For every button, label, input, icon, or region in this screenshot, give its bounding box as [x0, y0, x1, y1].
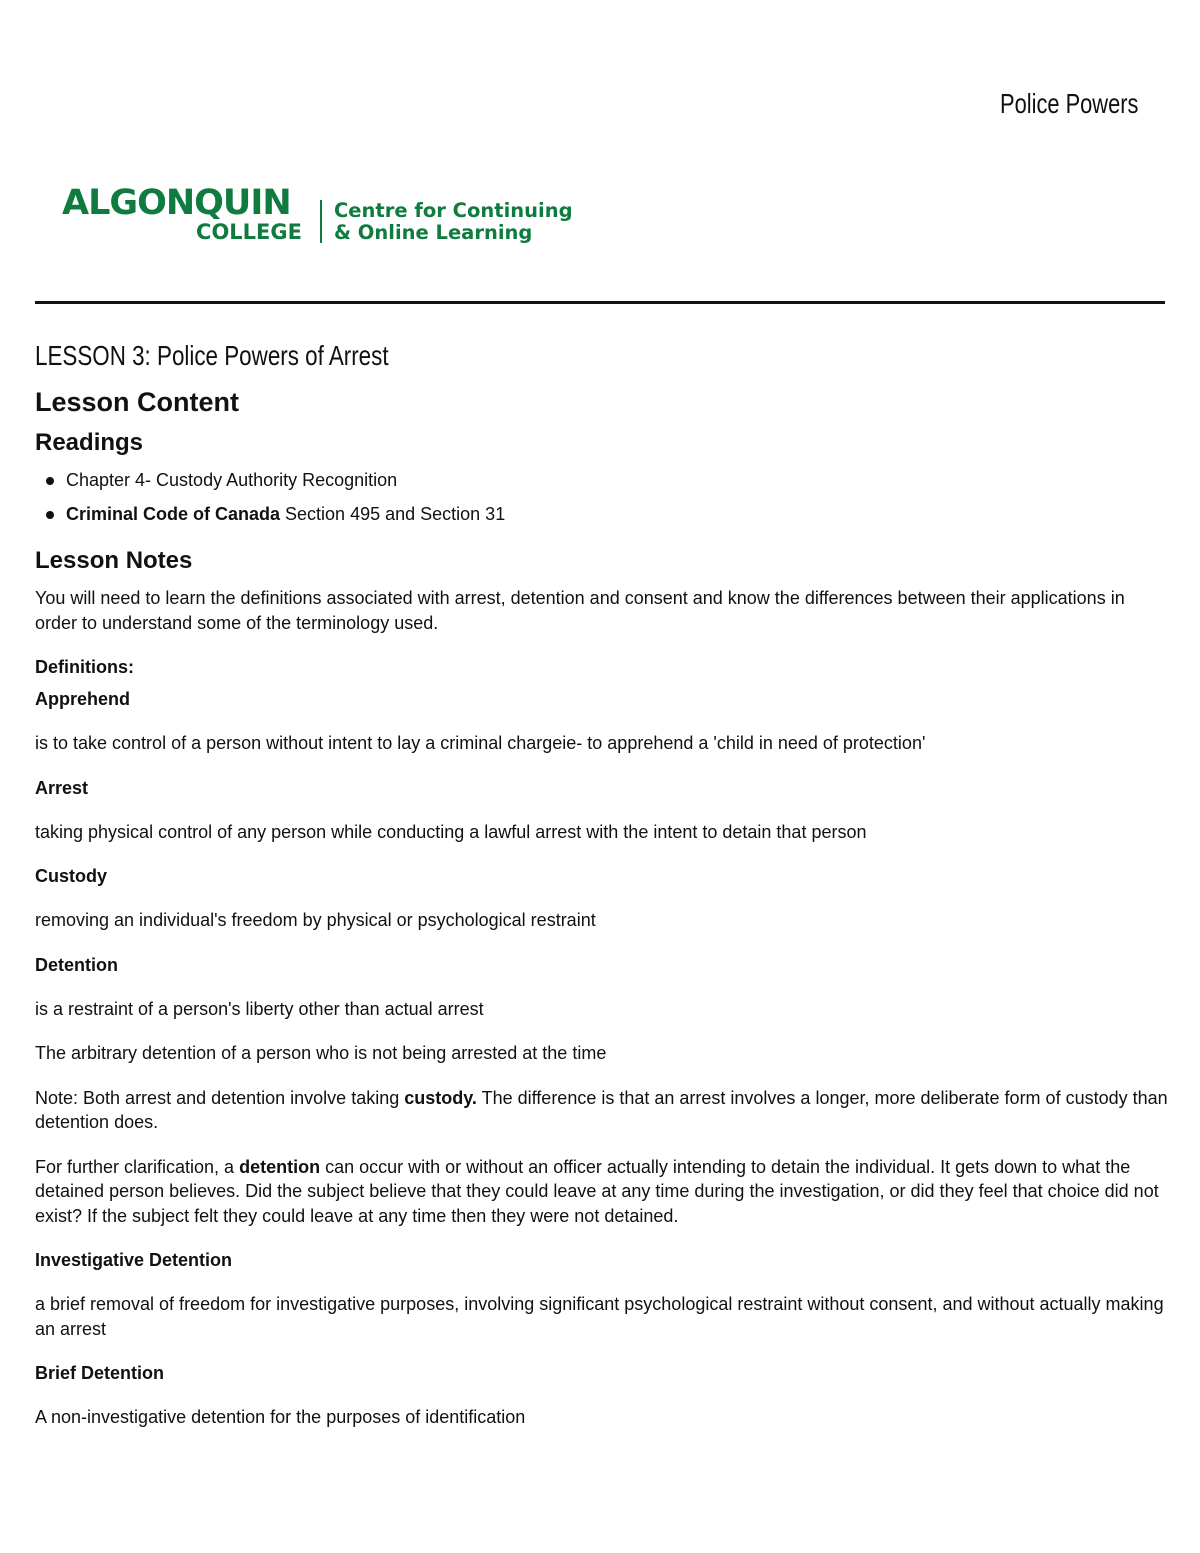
logo-wordmark-top: ALGONQUIN [62, 183, 291, 223]
definition-investigative-detention: a brief removal of freedom for investigative purposes, involving significant psychological restraint without consent, and without actually making an arrest [35, 1294, 1164, 1339]
definition-brief-detention: A non-investigative detention for the purposes of identification [35, 1407, 526, 1427]
reading-item [66, 502, 1170, 526]
clar-text-before: For further clarification, a [35, 1156, 240, 1177]
lesson-title: LESSON 3: Police Powers of Arrest [35, 340, 389, 371]
document-title: Police Powers [999, 88, 1138, 119]
college-logo [62, 183, 582, 248]
term-apprehend: Apprehend [35, 689, 131, 709]
note-text-bold: custody. [404, 1087, 477, 1108]
term-brief-detention: Brief Detention [35, 1363, 165, 1383]
lesson-content-heading: Lesson Content [35, 387, 240, 417]
term-investigative-detention: Investigative Detention [35, 1250, 233, 1270]
note-text-after: The difference is that an arrest involves a longer, more deliberate form of custody than detention does. [35, 1087, 1168, 1132]
reading-item-text: Chapter 4- Custody Authority Recognition [66, 470, 398, 490]
note-text-before: Note: Both arrest and detention involve taking [35, 1087, 405, 1108]
logo-tagline-line1: Centre for Continuing [334, 199, 573, 222]
clar-text-after: can occur with or without an officer actually intending to detain the individual. It gets down to what the detained person believes. Did the subject believe that they could leave at any time during the investigation, or did they feel that choice did not exist? If the subject felt they could leave at any time then they were not detained. [35, 1156, 1159, 1226]
logo-wordmark-bottom: COLLEGE [196, 220, 302, 244]
reading-item-text: Section 495 and Section 31 [280, 504, 506, 524]
clar-text-bold: detention [239, 1156, 321, 1177]
reading-item-bold: Criminal Code of Canada [66, 504, 281, 524]
definition-arrest: taking physical control of any person while conducting a lawful arrest with the intent to detain that person [35, 821, 867, 842]
intro-paragraph: You will need to learn the definitions associated with arrest, detention and consent and know the differences between their applications in order to understand some of the terminology used. [35, 588, 1125, 633]
definition-apprehend: is to take control of a person without intent to lay a criminal chargeie- to apprehend a 'child in need of protection' [35, 733, 926, 753]
term-arrest: Arrest [35, 777, 89, 798]
readings-heading: Readings [35, 429, 144, 456]
logo-divider [320, 200, 322, 243]
definition-detention-extra: The arbitrary detention of a person who is not being arrested at the time [35, 1043, 607, 1063]
logo-tagline-line2: & Online Learning [334, 221, 533, 244]
readings-list [35, 468, 1170, 526]
lesson-notes-heading: Lesson Notes [35, 547, 193, 574]
definition-custody: removing an individual's freedom by physical or psychological restraint [35, 910, 596, 930]
detention-clarification [35, 1155, 1170, 1229]
term-custody: Custody [35, 866, 107, 886]
lesson-content [35, 336, 1170, 1450]
logo-tagline [334, 200, 573, 244]
header-divider [35, 301, 1165, 304]
reading-item [66, 468, 1170, 492]
definitions-label: Definitions: [35, 657, 134, 677]
term-detention: Detention [35, 954, 118, 975]
detention-note [35, 1086, 1170, 1135]
definition-detention: is a restraint of a person's liberty other than actual arrest [35, 998, 484, 1019]
